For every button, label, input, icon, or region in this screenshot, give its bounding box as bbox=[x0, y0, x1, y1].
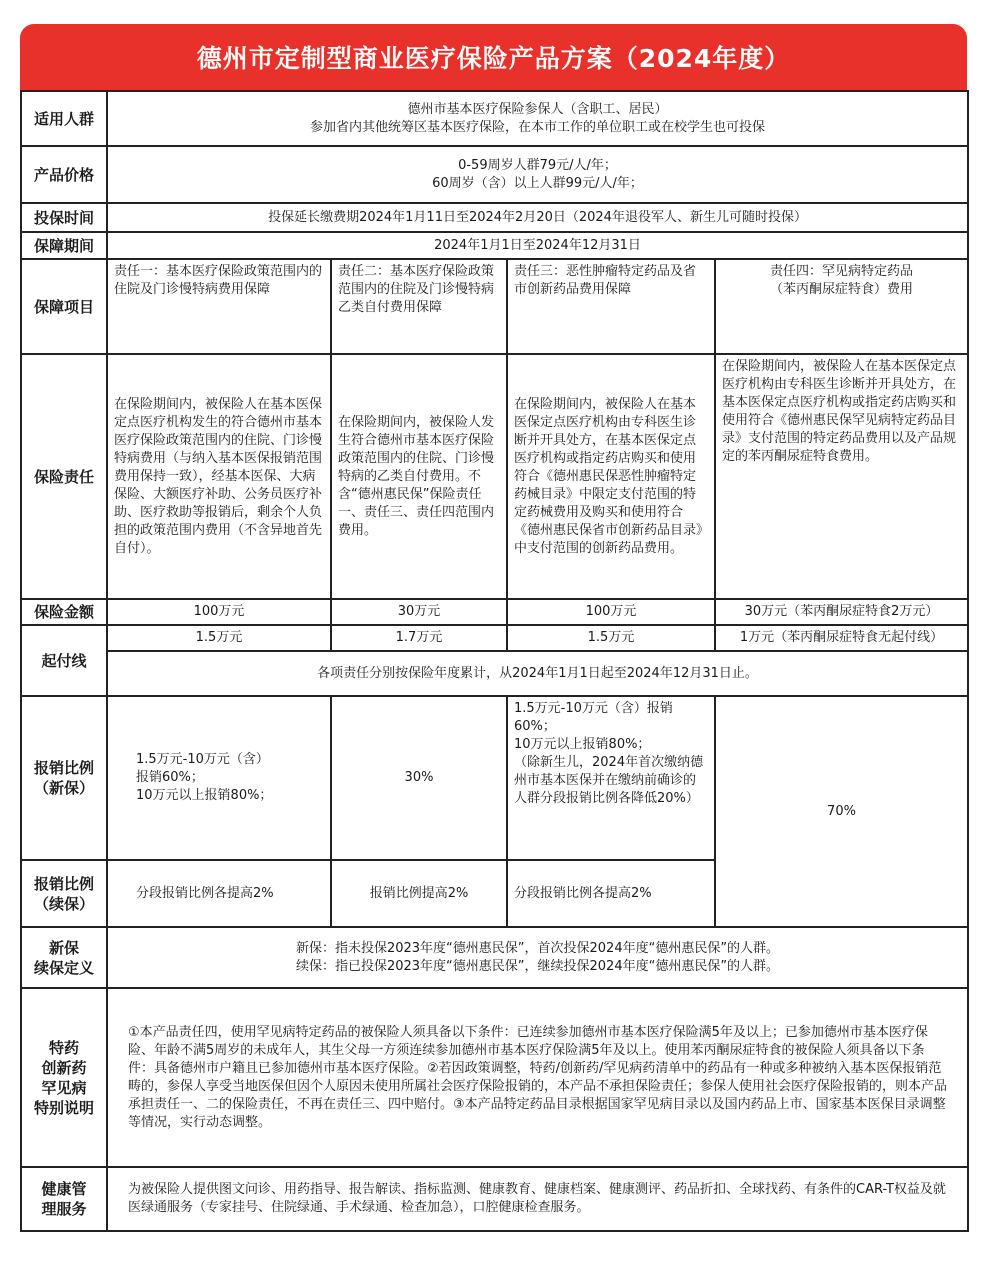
row-coverage-period bbox=[21, 232, 968, 259]
eligible-value bbox=[107, 91, 968, 146]
row-enroll-time bbox=[21, 203, 968, 232]
deductible-4: 1万元（苯丙酮尿症特食无起付线） bbox=[715, 625, 968, 651]
health-text: 为被保险人提供图文问诊、用药指导、报告解读、指标监测、健康教育、健康档案、健康测评、药品折扣、全球找药、有条件的CAR-T权益及就医绿通服务（专家挂号、住院绿通、手术绿通、检查加急），口腔健康检查服务。 bbox=[107, 1167, 968, 1231]
label-eligible: 适用人群 bbox=[21, 91, 107, 146]
ratio-new-1: 1.5万元-10万元（含） 报销60%； 10万元以上报销80%； bbox=[107, 696, 331, 860]
row-price bbox=[21, 146, 968, 203]
definition-line-1: 新保：指未投保2023年度“德州惠民保”，首次投保2024年度“德州惠民保”的人群。 bbox=[295, 940, 780, 956]
row-definition bbox=[21, 927, 968, 988]
deductible-note: 各项责任分别按保险年度累计，从2024年1月1日起至2024年12月31日止。 bbox=[107, 651, 968, 696]
definition-line-2: 续保：指已投保2023年度“德州惠民保”，继续投保2024年度“德州惠民保”的人群。 bbox=[295, 958, 780, 974]
label-amount: 保险金额 bbox=[21, 599, 107, 625]
amount-3: 100万元 bbox=[507, 599, 715, 625]
deductible-2: 1.7万元 bbox=[331, 625, 507, 651]
label-definition-line-1: 新保 bbox=[48, 938, 79, 957]
coverage-period-value: 2024年1月1日至2024年12月31日 bbox=[107, 232, 968, 259]
eligible-line-2: 参加省内其他统筹区基本医疗保险，在本市工作的单位职工或在校学生也可投保 bbox=[310, 119, 766, 135]
price-line-2: 60周岁（含）以上人群99元/人/年； bbox=[432, 175, 643, 191]
definition-value bbox=[107, 927, 968, 988]
row-health bbox=[21, 1167, 968, 1231]
liability-text-4: 在保险期间内，被保险人在基本医保定点医疗机构由专科医生诊断并开具处方，在基本医保定点医疗机构或指定药店购买和使用符合《德州惠民保罕见病特定药品目录》支付范围的特定药品费用以及产品规定的苯丙酮尿症特食费用。 bbox=[715, 354, 968, 599]
special-text: ①本产品责任四，使用罕见病特定药品的被保险人须具备以下条件：已连续参加德州市基本医疗保险满5年及以上；已参加德州市基本医疗保险、年龄不满5周岁的未成年人，其生父母一方须连续参加德州市基本医疗保险满5年及以上。使用苯丙酮尿症特食的被保险人须具备以下条件：具备德州市户籍且已参加德州市基本医疗保险。②若因政策调整，特药/创新药/罕见病药清单中的药品有一种或多种被纳入基本医保报销范畴的，参保人享受当地医保但因个人原因未使用所属社会医疗保险报销的，本产品不承担保险责任；参保人使用社会医疗保险报销的，则本产品承担责任一、二的保险责任，不再在责任三、四中赔付。③本产品特定药品目录根据国家罕见病目录以及国内药品上市、国家基本医保目录调整等情况，实行动态调整。 bbox=[107, 988, 968, 1167]
label-items: 保障项目 bbox=[21, 259, 107, 354]
row-special bbox=[21, 988, 968, 1167]
label-definition-line-2: 续保定义 bbox=[33, 958, 94, 977]
label-health-line-1: 健康管 bbox=[41, 1180, 87, 1198]
plan-table bbox=[20, 90, 969, 1232]
liability-text-3: 在保险期间内，被保险人在基本医保定点医疗机构由专科医生诊断并开具处方，在基本医保定点医疗机构或指定药店购买和使用符合《德州惠民保恶性肿瘤特定药械目录》中限定支付范围的特定药械费用及购买和使用符合《德州惠民保省市创新药品目录》中支付范围的创新药品费用。 bbox=[507, 354, 715, 599]
item-liability-4: 责任四：罕见病特定药品 （苯丙酮尿症特食）费用 bbox=[715, 259, 968, 354]
ratio-renew-3: 分段报销比例各提高2% bbox=[507, 860, 715, 927]
label-ratio-renew-line-1: 报销比例 bbox=[33, 874, 94, 893]
row-amount bbox=[21, 599, 968, 625]
label-definition bbox=[21, 927, 107, 988]
label-price: 产品价格 bbox=[21, 146, 107, 203]
row-ratio-new bbox=[21, 696, 968, 860]
label-health bbox=[21, 1167, 107, 1231]
ratio-shared-4: 70% bbox=[715, 696, 968, 927]
row-deductible bbox=[21, 625, 968, 651]
amount-4: 30万元（苯丙酮尿症特食2万元） bbox=[715, 599, 968, 625]
item-liability-1: 责任一：基本医疗保险政策范围内的住院及门诊慢特病费用保障 bbox=[107, 259, 331, 354]
row-items bbox=[21, 259, 968, 354]
row-eligible bbox=[21, 91, 968, 146]
item-liability-2: 责任二：基本医疗保险政策范围内的住院及门诊慢特病乙类自付费用保障 bbox=[331, 259, 507, 354]
label-ratio-new-line-2: （新保） bbox=[33, 779, 94, 797]
item-liability-3: 责任三：恶性肿瘤特定药品及省市创新药品费用保障 bbox=[507, 259, 715, 354]
label-special-line-2: 创新药 bbox=[41, 1058, 87, 1077]
amount-1: 100万元 bbox=[107, 599, 331, 625]
label-special-line-4: 特别说明 bbox=[33, 1098, 94, 1117]
label-ratio-renew-line-2: （续保） bbox=[33, 894, 94, 913]
page-title: 德州市定制型商业医疗保险产品方案（2024年度） bbox=[20, 24, 967, 90]
price-line-1: 0-59周岁人群79元/人/年； bbox=[458, 157, 617, 173]
price-value bbox=[107, 146, 968, 203]
label-health-line-2: 理服务 bbox=[41, 1200, 87, 1218]
label-special bbox=[21, 988, 107, 1167]
label-deductible: 起付线 bbox=[21, 625, 107, 696]
label-liability: 保险责任 bbox=[21, 354, 107, 599]
label-ratio-new-line-1: 报销比例 bbox=[33, 759, 94, 777]
ratio-renew-2: 报销比例提高2% bbox=[331, 860, 507, 927]
label-special-line-1: 特药 bbox=[48, 1038, 79, 1057]
deductible-1: 1.5万元 bbox=[107, 625, 331, 651]
liability-text-2: 在保险期间内，被保险人发生符合德州市基本医疗保险政策范围内的住院、门诊慢特病的乙类自付费用。不含“德州惠民保”保险责任一、责任三、责任四范围内费用。 bbox=[331, 354, 507, 599]
ratio-new-2: 30% bbox=[331, 696, 507, 860]
ratio-renew-1: 分段报销比例各提高2% bbox=[107, 860, 331, 927]
deductible-3: 1.5万元 bbox=[507, 625, 715, 651]
enroll-time-value: 投保延长缴费期2024年1月11日至2024年2月20日（2024年退役军人、新生儿可随时投保） bbox=[107, 203, 968, 232]
label-ratio-new bbox=[21, 696, 107, 860]
row-liability bbox=[21, 354, 968, 599]
eligible-line-1: 德州市基本医疗保险参保人（含职工、居民） bbox=[407, 101, 668, 117]
label-ratio-renew bbox=[21, 860, 107, 927]
amount-2: 30万元 bbox=[331, 599, 507, 625]
label-enroll-time: 投保时间 bbox=[21, 203, 107, 232]
label-coverage-period: 保障期间 bbox=[21, 232, 107, 259]
row-deductible-note bbox=[21, 651, 968, 696]
liability-text-1: 在保险期间内，被保险人在基本医保定点医疗机构发生的符合德州市基本医疗保险政策范围内的住院、门诊慢特病费用（与纳入基本医保报销范围费用保持一致），经基本医保、大病保险、大额医疗补助、公务员医疗补助、医疗救助等报销后，剩余个人负担的政策范围内费用（不含异地首先自付）。 bbox=[107, 354, 331, 599]
label-special-line-3: 罕见病 bbox=[41, 1078, 87, 1097]
ratio-new-3: 1.5万元-10万元（含）报销60%； 10万元以上报销80%； （除新生儿，2024年首次缴纳德州市基本医保并在缴纳前确诊的人群分段报销比例各降低20%） bbox=[507, 696, 715, 860]
